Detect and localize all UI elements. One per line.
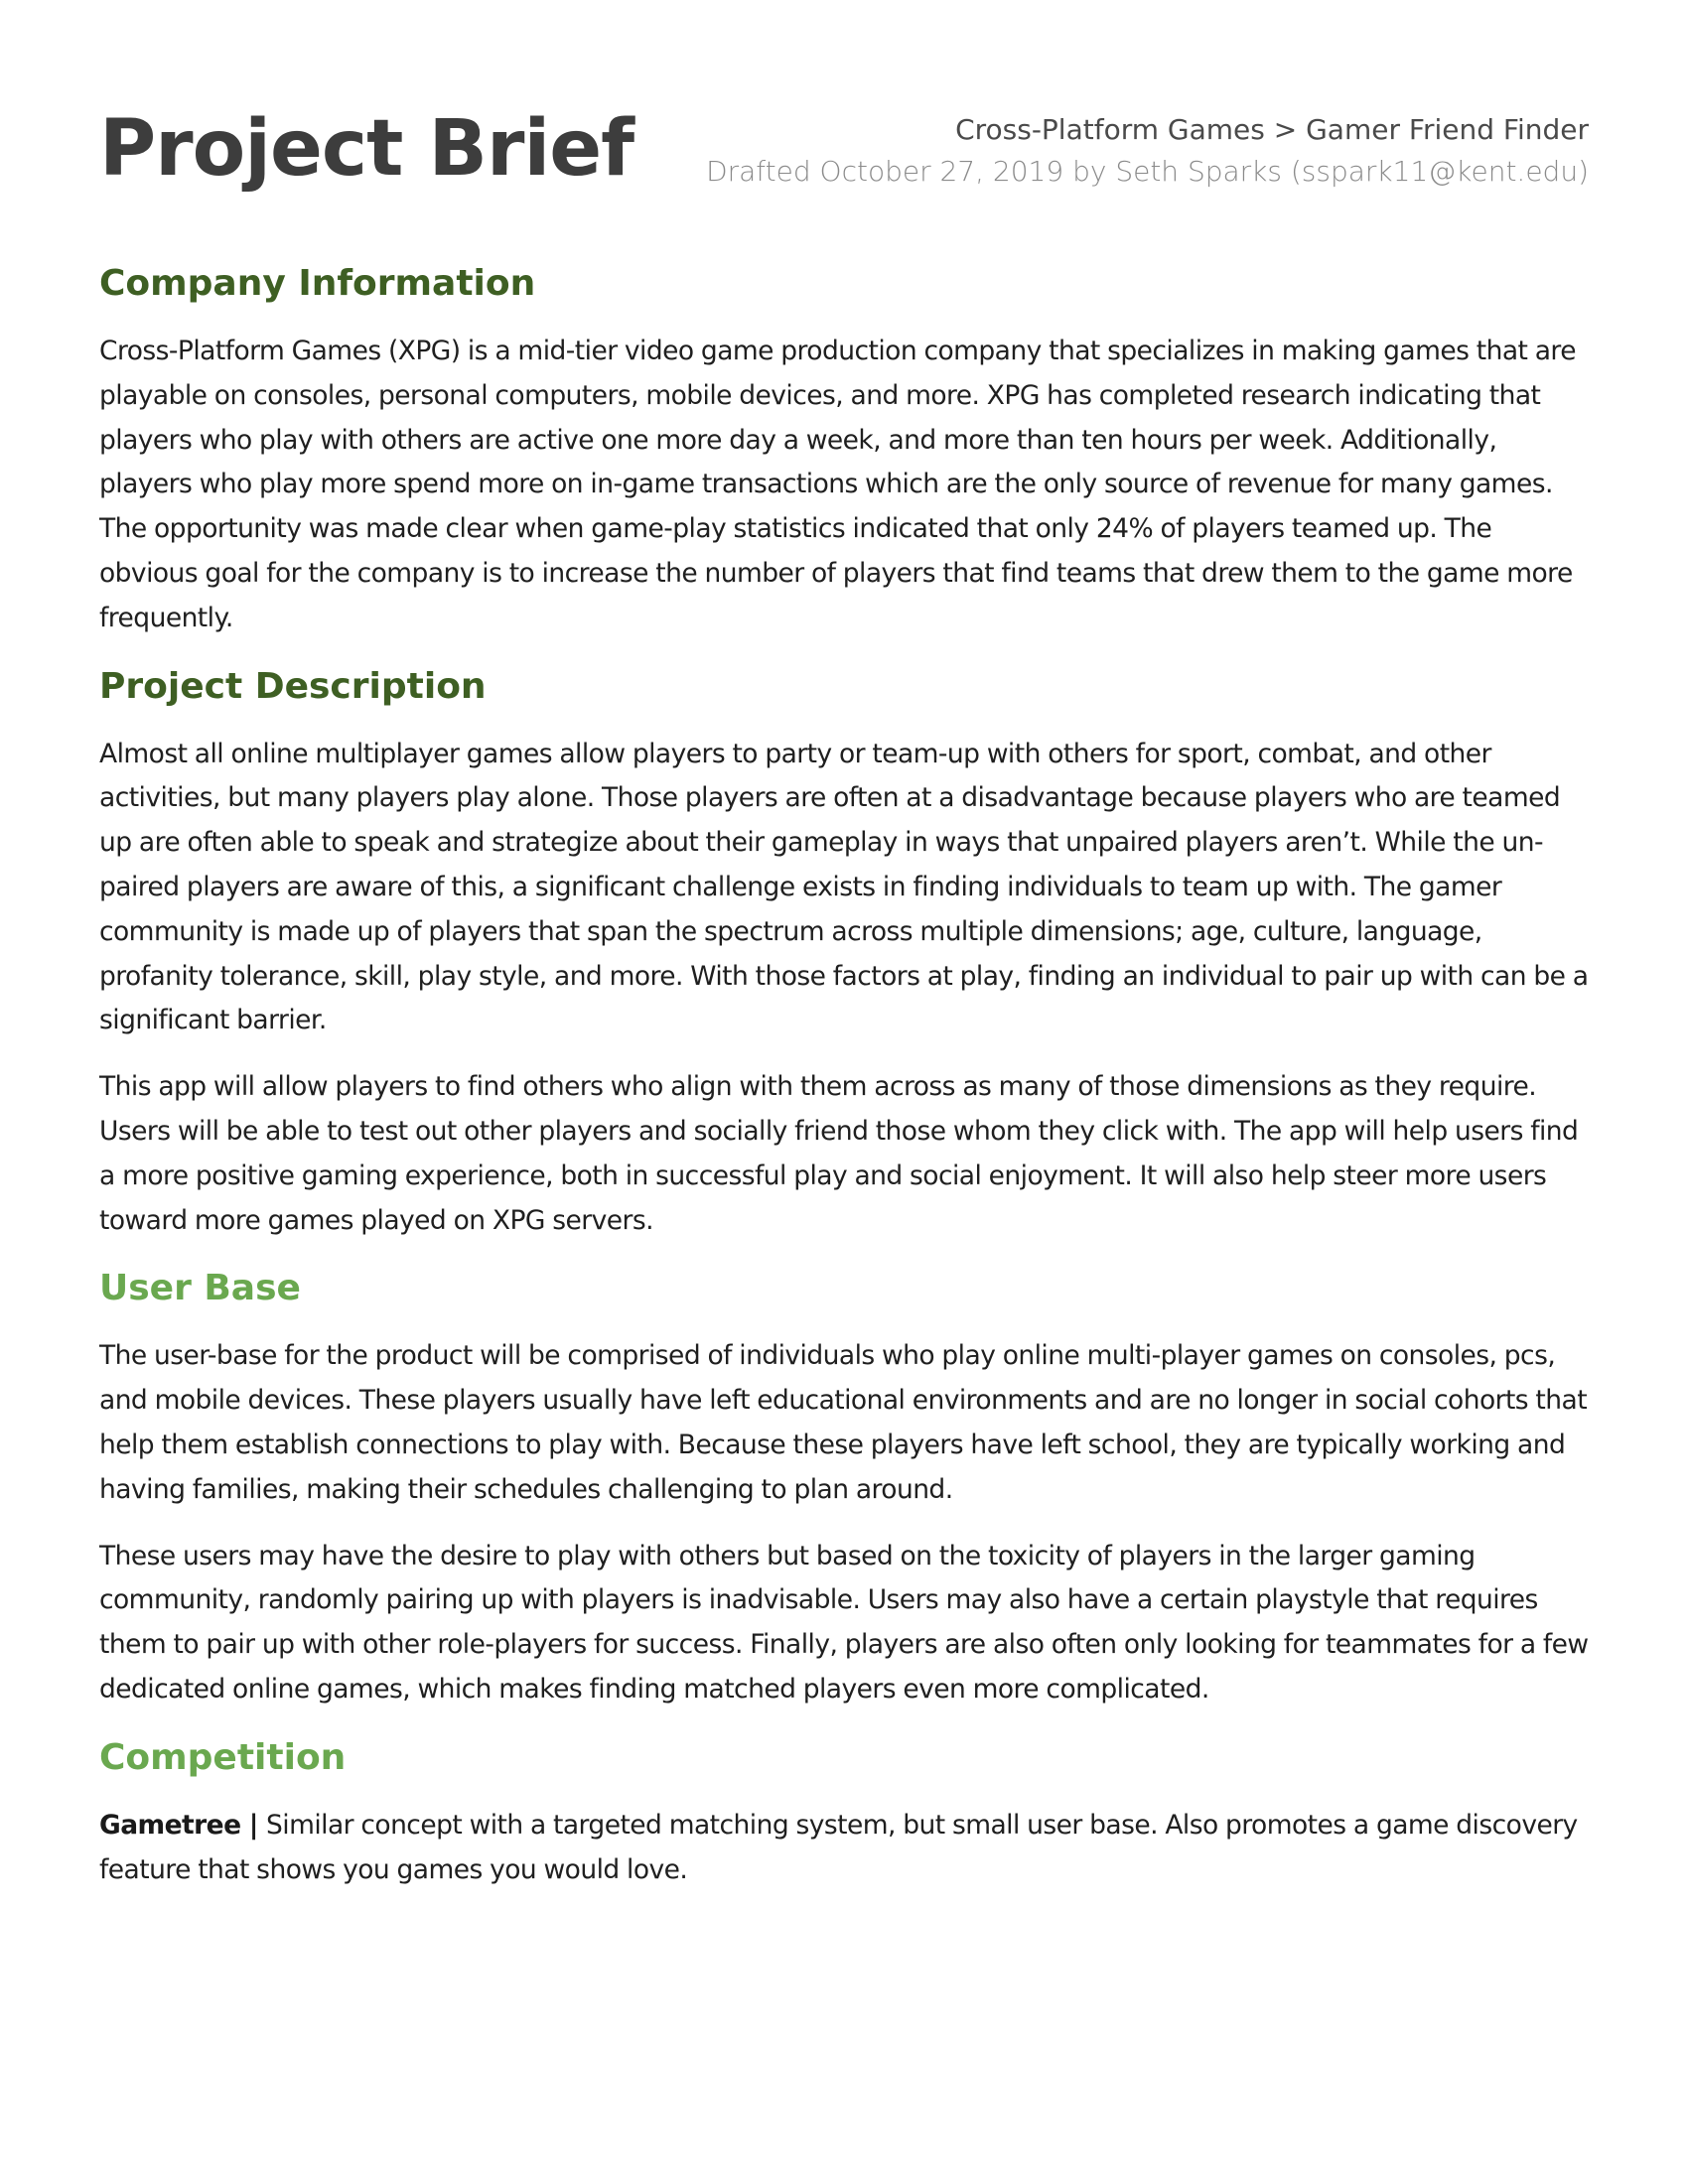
section-project-description: [99, 663, 1589, 1244]
paragraph: The user-base for the product will be comprised of individuals who play online multi-player games on consoles, pcs, and mobile devices. These players usually have left educational environments and are no longer in social cohorts that help them establish connections to play with. Because these players have left school, they are typically working and having families, making their schedules challenging to plan around.: [99, 1340, 1588, 1505]
section-heading: Project Description: [99, 665, 487, 707]
competitor-description: Similar concept with a targeted matching system, but small user base. Also promotes a game discovery feature that shows you games you would love.: [99, 1809, 1578, 1885]
document-meta: [706, 109, 1589, 193]
paragraph: Cross-Platform Games (XPG) is a mid-tier video game production company that specializes in making games that are playable on consoles, personal computers, mobile devices, and more. XPG has completed research indicating that players who play with others are active one more day a week, and more than ten hours per week. Additionally, players who play more spend more on in-game transactions which are the only source of revenue for many games. The opportunity was made clear when game-play statistics indicated that only 24% of players teamed up. The obvious goal for the company is to increase the number of players that find teams that drew them to the game more frequently.: [99, 336, 1576, 633]
paragraph: These users may have the desire to play with others but based on the toxicity of players in the larger gaming community, randomly pairing up with players is inadvisable. Users may also have a certain playstyle that requires them to pair up with other role-players for success. Finally, players are also often only looking for teammates for a few dedicated online games, which makes finding matched players even more complicated.: [99, 1540, 1589, 1705]
section-heading: Competition: [99, 1736, 347, 1778]
document-page: [99, 0, 1589, 2184]
competitor-entry: [99, 1804, 1589, 1893]
breadcrumb: Cross-Platform Games > Gamer Friend Finder: [955, 113, 1589, 146]
section-heading: Company Information: [99, 263, 536, 304]
document-header: [99, 99, 1589, 218]
paragraph: Almost all online multiplayer games allow players to party or team-up with others for sport, combat, and other activities, but many players play alone. Those players are often at a disadvantage because players who are teamed up are often able to speak and strategize about their gameplay in ways that unpaired players aren’t. While the un-paired players are aware of this, a significant challenge exists in finding individuals to team up with. The gamer community is made up of players that span the spectrum across multiple dimensions; age, culture, language, profanity tolerance, skill, play style, and more. With those factors at play, finding an individual to pair up with can be a significant barrier.: [99, 738, 1589, 1036]
document-body: [99, 260, 1589, 1914]
section-heading: User Base: [99, 1268, 301, 1309]
drafted-byline: Drafted October 27, 2019 by Seth Sparks (sspark11@kent.edu): [706, 155, 1589, 188]
section-competition: [99, 1734, 1589, 1893]
section-user-base: [99, 1265, 1589, 1711]
section-company-information: [99, 260, 1589, 641]
paragraph: This app will allow players to find others who align with them across as many of those dimensions as they require. Users will be able to test out other players and socially friend those whom they click with. The app will help users find a more positive gaming experience, both in successful play and social enjoyment. It will also help steer more users toward more games played on XPG servers.: [99, 1071, 1579, 1236]
competitor-name: Gametree: [99, 1809, 241, 1841]
page-title: Project Brief: [99, 104, 634, 194]
competitor-separator: |: [240, 1809, 266, 1841]
